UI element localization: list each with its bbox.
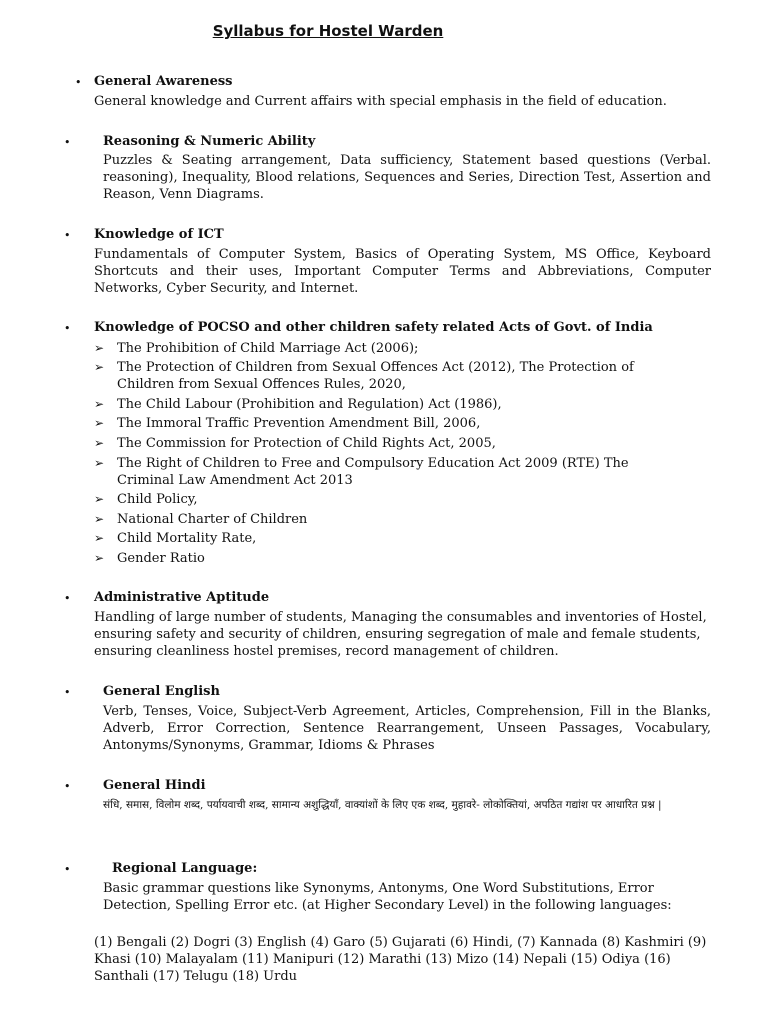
section-heading: General Hindi	[103, 778, 206, 793]
arrow-bullet-icon: ➢	[94, 456, 105, 470]
list-item-text: Gender Ratio	[117, 551, 205, 566]
section-heading: General Awareness	[94, 74, 233, 89]
list-item-text: Child Mortality Rate,	[117, 531, 257, 546]
list-item-text: The Child Labour (Prohibition and Regulation) Act (1986),	[117, 397, 502, 412]
arrow-bullet-icon: ➢	[94, 341, 105, 355]
section-heading: Administrative Aptitude	[94, 590, 270, 605]
languages-list: (1) Bengali (2) Dogri (3) English (4) Garo (5) Gujarati (6) Hindi, (7) Kannada (8) Kashmiri (9) Khasi (10) Malayalam (11) Manipuri (12) Marathi (13) Mizo (14) Nepali (15) Odiya (16) Santhali (17) Telugu (18) Urdu	[94, 935, 707, 984]
section-text: Basic grammar questions like Synonyms, Antonyms, One Word Substitutions, Error Detection, Spelling Error etc. (at Higher Secondary Level) in the following languages:	[103, 881, 672, 913]
arrow-bullet-icon: ➢	[94, 531, 105, 545]
list-item-text: The Protection of Children from Sexual Offences Act (2012), The Protection of Children from Sexual Offences Rules, 2020,	[117, 360, 634, 392]
bullet-icon: •	[64, 863, 71, 876]
bullet-icon: •	[64, 136, 71, 149]
section-text: Verb, Tenses, Voice, Subject-Verb Agreement, Articles, Comprehension, Fill in the Blanks, Adverb, Error Correction, Sentence Rearrangement, Unseen Passages, Vocabulary, Antonyms/Synonyms, Grammar, Idioms & Phrases	[103, 704, 711, 753]
page-title: Syllabus for Hostel Warden	[212, 22, 444, 40]
section-text: Fundamentals of Computer System, Basics of Operating System, MS Office, Keyboard Shortcuts and their uses, Important Computer Terms and Abbreviations, Computer Networks, Cyber Security, and Internet.	[94, 247, 711, 296]
arrow-bullet-icon: ➢	[94, 360, 105, 374]
section-text: संधि, समास, विलोम शब्द, पर्यायवाची शब्द, सामान्य अशुद्धियाँ, वाक्यांशों के लिए एक शब्द, मुहावरे- लोकोक्तियां, अपठित गद्यांश पर आधारित प्रश्न |	[103, 799, 662, 811]
section-text: Puzzles & Seating arrangement, Data sufficiency, Statement based questions (Verbal. reasoning), Inequality, Blood relations, Sequences and Series, Direction Test, Assertion and Reason, Venn Diagrams.	[103, 153, 711, 202]
arrow-bullet-icon: ➢	[94, 551, 105, 565]
list-item-text: The Prohibition of Child Marriage Act (2006);	[117, 341, 419, 356]
bullet-icon: •	[64, 229, 71, 242]
section-text: Handling of large number of students, Managing the consumables and inventories of Hostel, ensuring safety and security of children, ensuring segregation of male and female students, ensuring cleanliness hostel premises, record management of children.	[94, 610, 707, 659]
bullet-icon: •	[64, 686, 71, 699]
arrow-bullet-icon: ➢	[94, 436, 105, 450]
section-text: General knowledge and Current affairs with special emphasis in the field of education.	[94, 94, 667, 109]
bullet-icon: •	[64, 780, 71, 793]
arrow-bullet-icon: ➢	[94, 512, 105, 526]
section-heading: Knowledge of POCSO and other children safety related Acts of Govt. of India	[94, 320, 653, 335]
arrow-bullet-icon: ➢	[94, 492, 105, 506]
arrow-bullet-icon: ➢	[94, 416, 105, 430]
bullet-icon: •	[75, 76, 82, 89]
section-heading: General English	[103, 684, 220, 699]
list-item-text: Child Policy,	[117, 492, 198, 507]
bullet-icon: •	[64, 592, 71, 605]
arrow-bullet-icon: ➢	[94, 397, 105, 411]
list-item-text: The Commission for Protection of Child Rights Act, 2005,	[117, 436, 496, 451]
list-item-text: The Right of Children to Free and Compulsory Education Act 2009 (RTE) The Criminal Law Amendment Act 2013	[117, 456, 629, 488]
list-item-text: National Charter of Children	[117, 512, 308, 527]
bullet-icon: •	[64, 322, 71, 335]
section-heading: Knowledge of ICT	[94, 227, 224, 242]
section-heading: Reasoning & Numeric Ability	[103, 134, 316, 149]
section-heading: Regional Language:	[112, 861, 258, 876]
list-item-text: The Immoral Traffic Prevention Amendment Bill, 2006,	[117, 416, 481, 431]
